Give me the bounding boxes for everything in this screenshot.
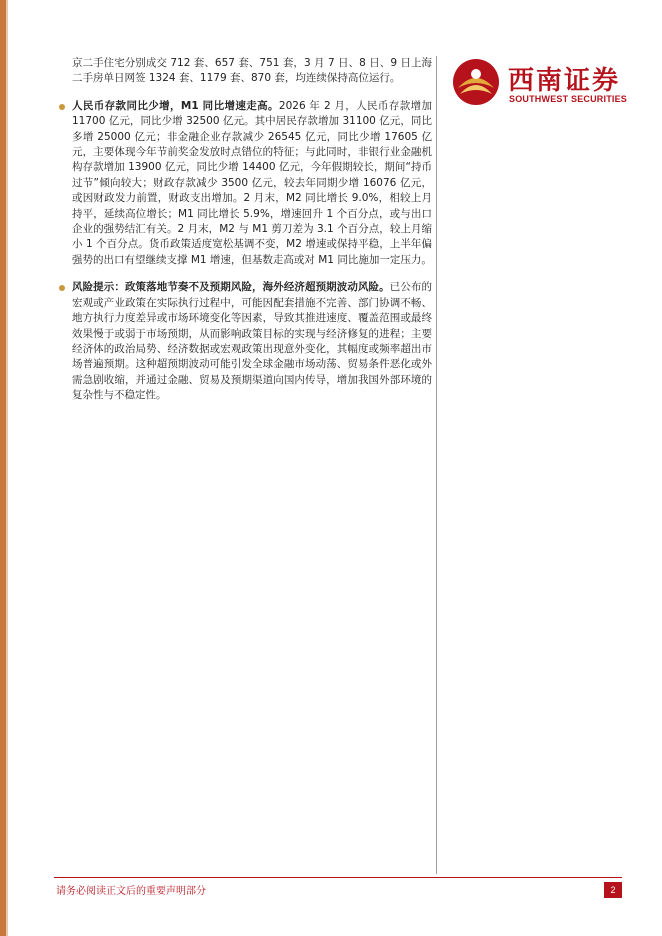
footer-disclaimer: 请务必阅读正文后的重要声明部分 xyxy=(56,886,206,897)
bullet-icon xyxy=(59,104,65,110)
section-deposits-heading: 人民币存款同比少增，M1 同比增速走高。 xyxy=(72,99,279,112)
footer-divider xyxy=(54,877,622,878)
left-border-stripe-inner xyxy=(6,0,8,936)
section-deposits-text: 2026 年 2 月，人民币存款增加 11700 亿元，同比少增 32500 亿元。其中居民存款增加 31100 亿元，同比多增 25000 亿元；非金融企业存款减少 26545 亿元，同比少增 17605 亿元，主要体现今年节前奖金发放时点错位的特征；与此同时，非银行业金融机构存款增加 13900 亿元，同比少增 14400 亿元，今年假期较长，期间“持币过节”倾向较大；财政存款减少 3500 亿元，较去年同期少增 16076 亿元，或因财政发力前置，财政支出增加。2 月末，M2 同比增长 9.0%，相较上月持平，延续高位增长；M1 同比增长 5.9%，增速回升 1 个百分点，或与出口企业的强势结汇有关。2 月末，M2 与 M1 剪刀差为 3.1 个百分点，较上月缩小 1 个百分点。货币政策适度宽松基调不变，M2 增速或保持平稳，上半年偏强势的出口有望继续支撑 M1 增速，但基数走高或对 M1 同比施加一定压力。 xyxy=(72,99,432,266)
section-deposits-paragraph xyxy=(72,99,432,268)
logo-english-name: SOUTHWEST SECURITIES xyxy=(509,94,628,104)
column-divider xyxy=(436,56,437,874)
section-risk-paragraph xyxy=(72,280,432,403)
intro-paragraph: 京二手住宅分别成交 712 套、657 套、751 套，3 月 7 日、8 日、9 日上海二手房单日网签 1324 套、1179 套、870 套，均连续保持高位运行。 xyxy=(72,57,432,85)
section-deposits xyxy=(72,99,432,268)
logo-chinese-name: 西南证券 xyxy=(508,66,621,96)
section-risk-text: 已公布的宏观或产业政策在实际执行过程中，可能因配套措施不完善、部门协调不畅、地方执行力度差异或市场环境变化等因素，导致其推进速度、覆盖范围或最终效果慢于或弱于市场预期，从而影响政策目标的实现与经济修复的进程；主要经济体的政治局势、经济数据或宏观政策出现意外变化，其幅度或频率超出市场普遍预期。这种超预期波动可能引发全球金融市场动荡、贸易条件恶化或外需急剧收缩，并通过金融、贸易及预期渠道向国内传导，增加我国外部环境的复杂性与不稳定性。 xyxy=(72,281,433,402)
bullet-icon xyxy=(59,285,65,291)
page-number: 2 xyxy=(604,882,622,898)
section-risk-heading: 风险提示：政策落地节奏不及预期风险，海外经济超预期波动风险。 xyxy=(72,281,390,294)
section-risk xyxy=(72,280,432,403)
main-content xyxy=(72,56,432,404)
company-logo xyxy=(452,58,632,108)
logo-emblem-icon xyxy=(452,58,500,106)
